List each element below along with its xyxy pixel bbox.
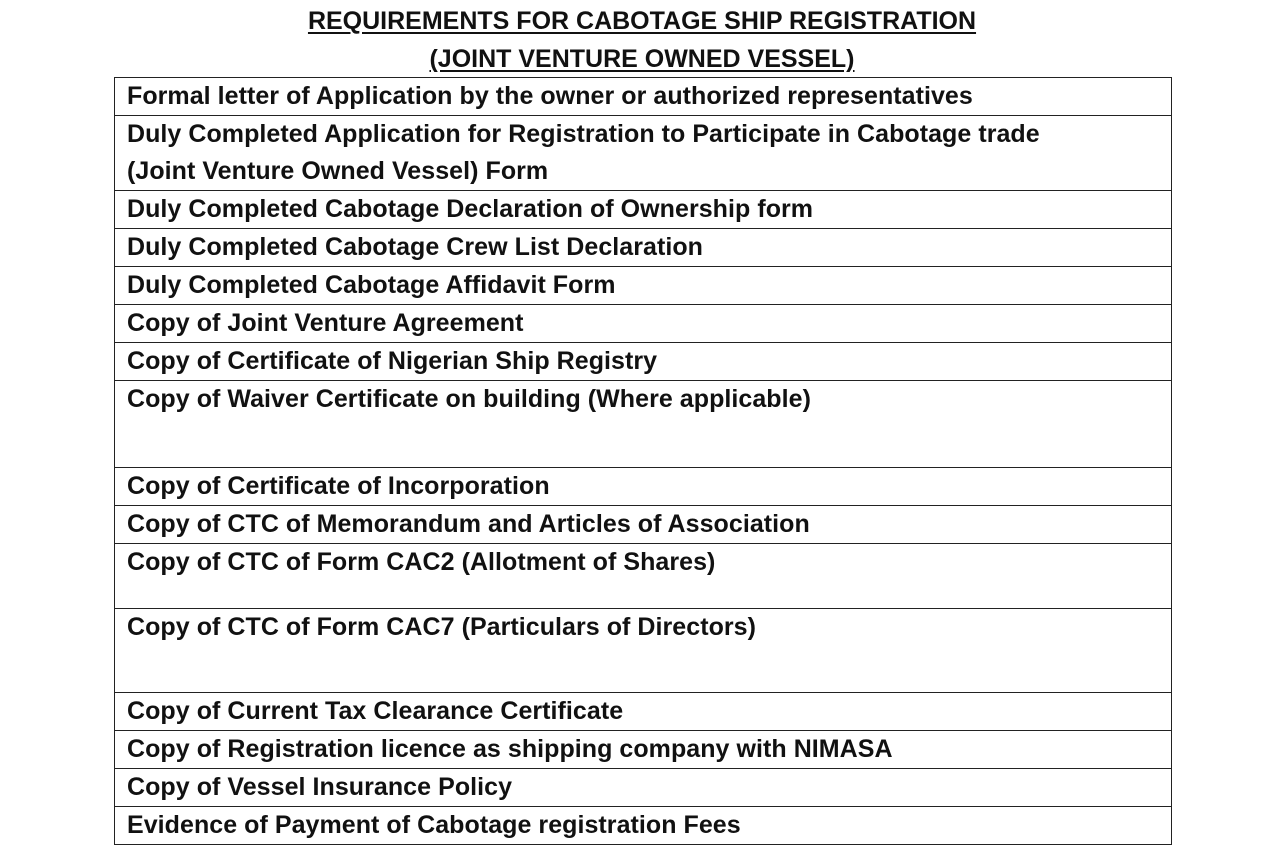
table-row: [115, 305, 1172, 343]
requirement-cell: [115, 229, 1172, 267]
table-row: [115, 267, 1172, 305]
table-row: [115, 731, 1172, 769]
requirement-cell: [115, 544, 1172, 609]
requirement-text: Copy of Vessel Insurance Policy: [127, 773, 513, 801]
requirement-text: Copy of CTC of Memorandum and Articles of Association: [127, 510, 810, 538]
table-row: [115, 191, 1172, 229]
table-row: [115, 468, 1172, 506]
table-row: [115, 381, 1172, 468]
table-row: [115, 769, 1172, 807]
requirement-text: Copy of Waiver Certificate on building (Where applicable): [127, 385, 811, 413]
requirement-cell: [115, 267, 1172, 305]
requirement-text: Duly Completed Cabotage Affidavit Form: [127, 271, 616, 299]
table-row: [115, 78, 1172, 116]
requirement-cell: [115, 305, 1172, 343]
requirement-text: Copy of CTC of Form CAC7 (Particulars of Directors): [127, 613, 757, 641]
table-row: [115, 229, 1172, 267]
document-title: REQUIREMENTS FOR CABOTAGE SHIP REGISTRATION: [307, 7, 977, 35]
requirement-text-continued: (Joint Venture Owned Vessel) Form: [127, 157, 549, 185]
requirement-text: Formal letter of Application by the owner or authorized representatives: [127, 82, 973, 110]
requirement-text: Duly Completed Cabotage Crew List Declaration: [127, 233, 703, 261]
requirement-text: Evidence of Payment of Cabotage registration Fees: [127, 811, 741, 839]
requirements-table: [114, 77, 1172, 845]
requirement-text: Copy of Current Tax Clearance Certificate: [127, 697, 624, 725]
requirement-cell: [115, 343, 1172, 381]
requirement-cell: [115, 116, 1172, 191]
table-row: [115, 807, 1172, 845]
table-row: [115, 116, 1172, 191]
requirement-cell: [115, 609, 1172, 693]
document-subtitle: (JOINT VENTURE OWNED VESSEL): [429, 45, 855, 73]
requirement-text: Duly Completed Application for Registration to Participate in Cabotage trade: [127, 120, 1040, 148]
requirement-cell: [115, 807, 1172, 845]
requirement-text: Copy of CTC of Form CAC2 (Allotment of Shares): [127, 548, 716, 576]
requirement-cell: [115, 731, 1172, 769]
requirement-text: Duly Completed Cabotage Declaration of Ownership form: [127, 195, 814, 223]
requirement-text: Copy of Joint Venture Agreement: [127, 309, 524, 337]
requirement-cell: [115, 506, 1172, 544]
table-row: [115, 343, 1172, 381]
requirement-cell: [115, 693, 1172, 731]
table-row: [115, 693, 1172, 731]
requirement-cell: [115, 769, 1172, 807]
requirement-cell: [115, 468, 1172, 506]
table-row: [115, 609, 1172, 693]
requirement-text: Copy of Certificate of Incorporation: [127, 472, 550, 500]
table-row: [115, 506, 1172, 544]
requirement-text: Copy of Registration licence as shipping company with NIMASA: [127, 735, 893, 763]
table-row: [115, 544, 1172, 609]
requirement-cell: [115, 381, 1172, 468]
requirement-cell: [115, 191, 1172, 229]
requirement-text: Copy of Certificate of Nigerian Ship Registry: [127, 347, 658, 375]
requirement-cell: [115, 78, 1172, 116]
